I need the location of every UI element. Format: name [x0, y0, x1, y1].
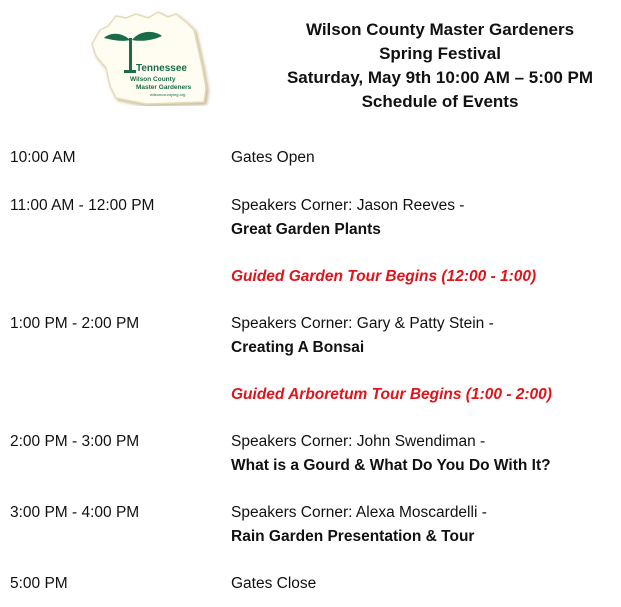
event-time: 10:00 AM: [10, 149, 76, 166]
event-title: Creating A Bonsai: [231, 339, 365, 356]
event-description: Speakers Corner: Jason Reeves -: [231, 197, 465, 214]
logo-state-name: Tennessee: [136, 63, 187, 74]
wilson-county-master-gardeners-logo: [86, 8, 216, 106]
logo-line2: Master Gardeners: [136, 84, 192, 91]
event-time: 11:00 AM - 12:00 PM: [10, 197, 155, 214]
event-description: Gates Open: [231, 149, 315, 166]
logo-line1: Wilson County: [130, 76, 176, 83]
guided-tour-notice: Guided Garden Tour Begins (12:00 - 1:00): [231, 268, 537, 285]
event-time: 1:00 PM - 2:00 PM: [10, 315, 140, 332]
header-date-time: Saturday, May 9th 10:00 AM – 5:00 PM: [286, 68, 594, 87]
event-description: Speakers Corner: Gary & Patty Stein -: [231, 315, 494, 332]
header-subtitle: Schedule of Events: [361, 92, 519, 111]
event-title: Great Garden Plants: [231, 221, 381, 238]
event-time: 3:00 PM - 4:00 PM: [10, 504, 140, 521]
header-event-name: Spring Festival: [379, 44, 501, 63]
event-title: Rain Garden Presentation & Tour: [231, 528, 475, 545]
page-header: [262, 18, 618, 114]
event-description: Speakers Corner: John Swendiman -: [231, 433, 486, 450]
event-description: Speakers Corner: Alexa Moscardelli -: [231, 504, 487, 521]
logo-url: wilsoncountymg.org: [150, 92, 186, 97]
event-description: Gates Close: [231, 575, 317, 592]
event-time: 5:00 PM: [10, 575, 68, 592]
guided-tour-notice: Guided Arboretum Tour Begins (1:00 - 2:00): [231, 386, 552, 403]
header-organization: Wilson County Master Gardeners: [305, 20, 575, 39]
event-title: What is a Gourd & What Do You Do With It?: [231, 457, 551, 474]
event-time: 2:00 PM - 3:00 PM: [10, 433, 140, 450]
